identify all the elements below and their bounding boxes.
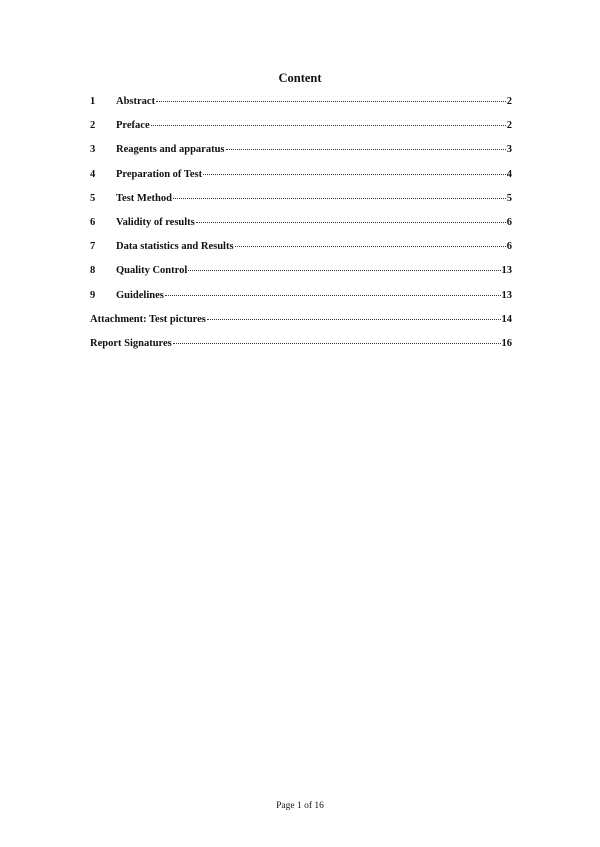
- table-of-contents: [90, 96, 512, 362]
- toc-entry-page: 4: [506, 168, 512, 180]
- dot-leader: [235, 246, 506, 247]
- dot-leader: [226, 149, 506, 150]
- dot-leader: [165, 295, 501, 296]
- toc-entry-page: 2: [506, 120, 512, 132]
- toc-entry-page: 16: [501, 337, 512, 349]
- toc-entry-number: 9: [90, 289, 96, 301]
- toc-entry-number: 7: [90, 241, 96, 253]
- dot-leader: [173, 198, 506, 199]
- toc-entry-attachment[interactable]: [90, 314, 512, 338]
- toc-entry-reagents[interactable]: [90, 144, 512, 168]
- dot-leader: [156, 101, 506, 102]
- toc-entry-page: 13: [501, 265, 512, 277]
- toc-entry-number: 3: [90, 144, 96, 156]
- toc-entry-page: 3: [506, 144, 512, 156]
- dot-leader: [203, 174, 506, 175]
- toc-entry-label: Data statistics and Results: [116, 241, 234, 253]
- dot-leader: [207, 319, 501, 320]
- toc-entry-label: Abstract: [116, 96, 156, 107]
- toc-entry-abstract[interactable]: [90, 96, 512, 120]
- page-title: Content: [278, 71, 322, 85]
- toc-entry-test-method[interactable]: [90, 193, 512, 217]
- toc-entry-label: Guidelines: [116, 289, 164, 301]
- toc-entry-page: 5: [506, 192, 512, 204]
- toc-entry-label: Test Method: [116, 192, 172, 204]
- toc-entry-validity[interactable]: [90, 217, 512, 241]
- toc-entry-guidelines[interactable]: [90, 290, 512, 314]
- toc-entry-page: 6: [506, 216, 512, 228]
- toc-entry-page: 2: [506, 96, 512, 107]
- toc-entry-label: Report Signatures: [90, 337, 172, 349]
- toc-entry-number: 8: [90, 265, 96, 277]
- dot-leader: [188, 270, 500, 271]
- toc-entry-data-statistics[interactable]: [90, 241, 512, 265]
- toc-entry-label: Attachment: Test pictures: [90, 313, 206, 325]
- page-footer: Page 1 of 16: [276, 801, 324, 811]
- toc-entry-number: 5: [90, 192, 96, 204]
- toc-entry-label: Preparation of Test: [116, 168, 203, 180]
- toc-entry-page: 13: [501, 289, 512, 301]
- toc-entry-page: 14: [501, 313, 512, 325]
- toc-entry-quality-control[interactable]: [90, 265, 512, 289]
- toc-entry-number: 6: [90, 216, 96, 228]
- dot-leader: [196, 222, 506, 223]
- dot-leader: [151, 125, 506, 126]
- toc-entry-preparation[interactable]: [90, 169, 512, 193]
- toc-entry-report-signatures[interactable]: [90, 338, 512, 362]
- dot-leader: [173, 343, 501, 344]
- toc-entry-page: 6: [506, 241, 512, 253]
- toc-entry-label: Validity of results: [116, 216, 195, 228]
- toc-entry-number: 4: [90, 168, 96, 180]
- toc-entry-label: Preface: [116, 120, 150, 132]
- toc-entry-preface[interactable]: [90, 120, 512, 144]
- toc-entry-label: Reagents and apparatus: [116, 144, 225, 156]
- toc-entry-number: 2: [90, 120, 96, 132]
- toc-entry-number: 1: [90, 96, 96, 107]
- toc-entry-label: Quality Control: [116, 265, 188, 277]
